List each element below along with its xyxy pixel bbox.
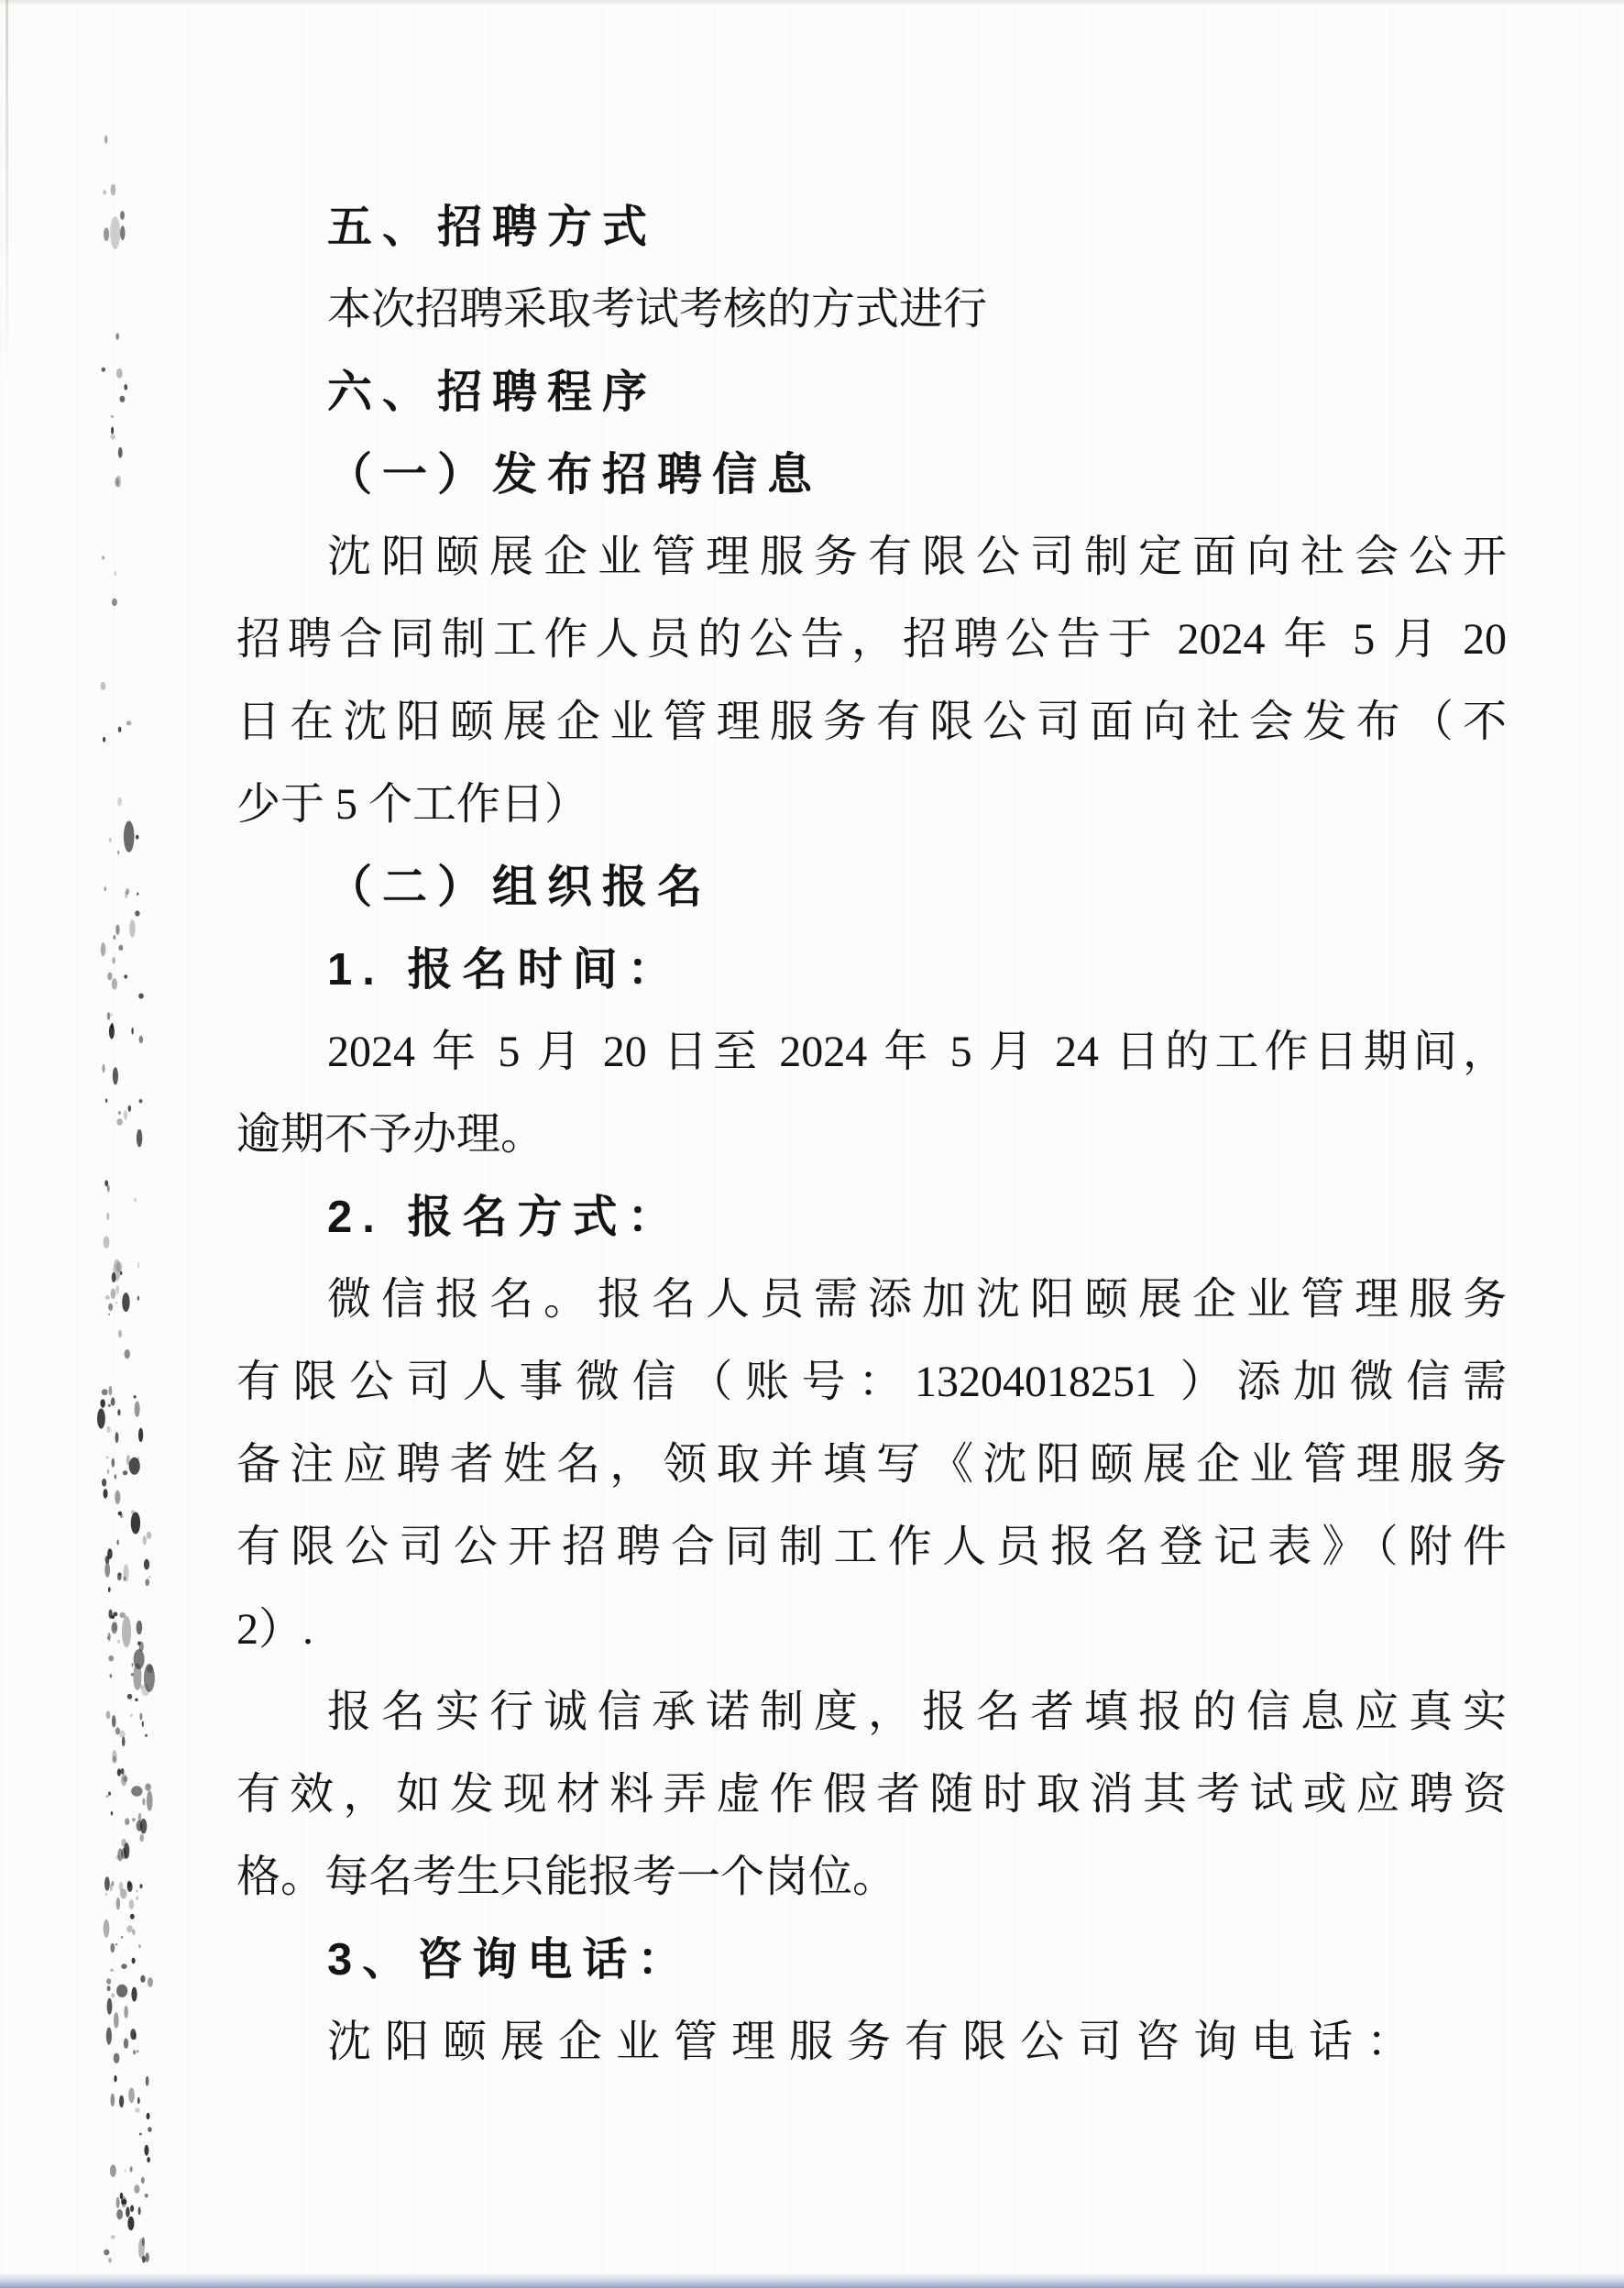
section-heading: （二）组织报名 — [327, 863, 713, 912]
document-body — [236, 186, 1507, 2084]
section-heading: 3、咨询电话： — [327, 1935, 693, 1985]
text-line: 格。每名考生只能报考一个岗位。 — [236, 1853, 897, 1901]
section-heading: 五、招聘方式 — [327, 203, 658, 252]
section-heading: 1. 报名时间： — [327, 945, 683, 995]
text-line: 微信报名。报名人员需添加沈阳颐展企业管理服务 — [327, 1275, 1507, 1324]
scan-bottom-edge — [0, 2272, 1624, 2288]
text-line: 沈阳颐展企业管理服务有限公司制定面向社会公开 — [327, 533, 1507, 581]
scan-top-edge — [0, 0, 1624, 6]
text-line: 2）. — [236, 1605, 314, 1654]
text-line: 报名实行诚信承诺制度，报名者填报的信息应真实 — [327, 1688, 1507, 1736]
text-line: 逾期不予办理。 — [236, 1110, 545, 1159]
text-line: 沈阳颐展企业管理服务有限公司咨询电话： — [327, 2018, 1425, 2066]
text-line: 2024 年 5 月 20 日至 2024 年 5 月 24 日的工作日期间， — [327, 1028, 1507, 1076]
text-line: 备注应聘者姓名，领取并填写《沈阳颐展企业管理服务 — [236, 1440, 1507, 1489]
text-line: 本次招聘采取考试考核的方式进行 — [327, 285, 988, 334]
text-line: 有效，如发现材料弄虚作假者随时取消其考试或应聘资 — [236, 1770, 1507, 1819]
text-line: 招聘合同制工作人员的公告，招聘公告于 2024 年 5 月 20 — [236, 615, 1507, 664]
text-line: 有限公司人事微信（账号：13204018251 ）添加微信需 — [236, 1358, 1507, 1406]
section-heading: （一）发布招聘信息 — [327, 450, 823, 500]
scan-left-edge-line — [5, 0, 8, 385]
section-heading: 2. 报名方式： — [327, 1193, 683, 1242]
section-heading: 六、招聘程序 — [327, 368, 658, 417]
text-line: 少于 5 个工作日） — [236, 780, 589, 829]
text-line: 日在沈阳颐展企业管理服务有限公司面向社会发布（不 — [236, 698, 1507, 746]
text-line: 有限公司公开招聘合同制工作人员报名登记表》（附件 — [236, 1523, 1507, 1571]
